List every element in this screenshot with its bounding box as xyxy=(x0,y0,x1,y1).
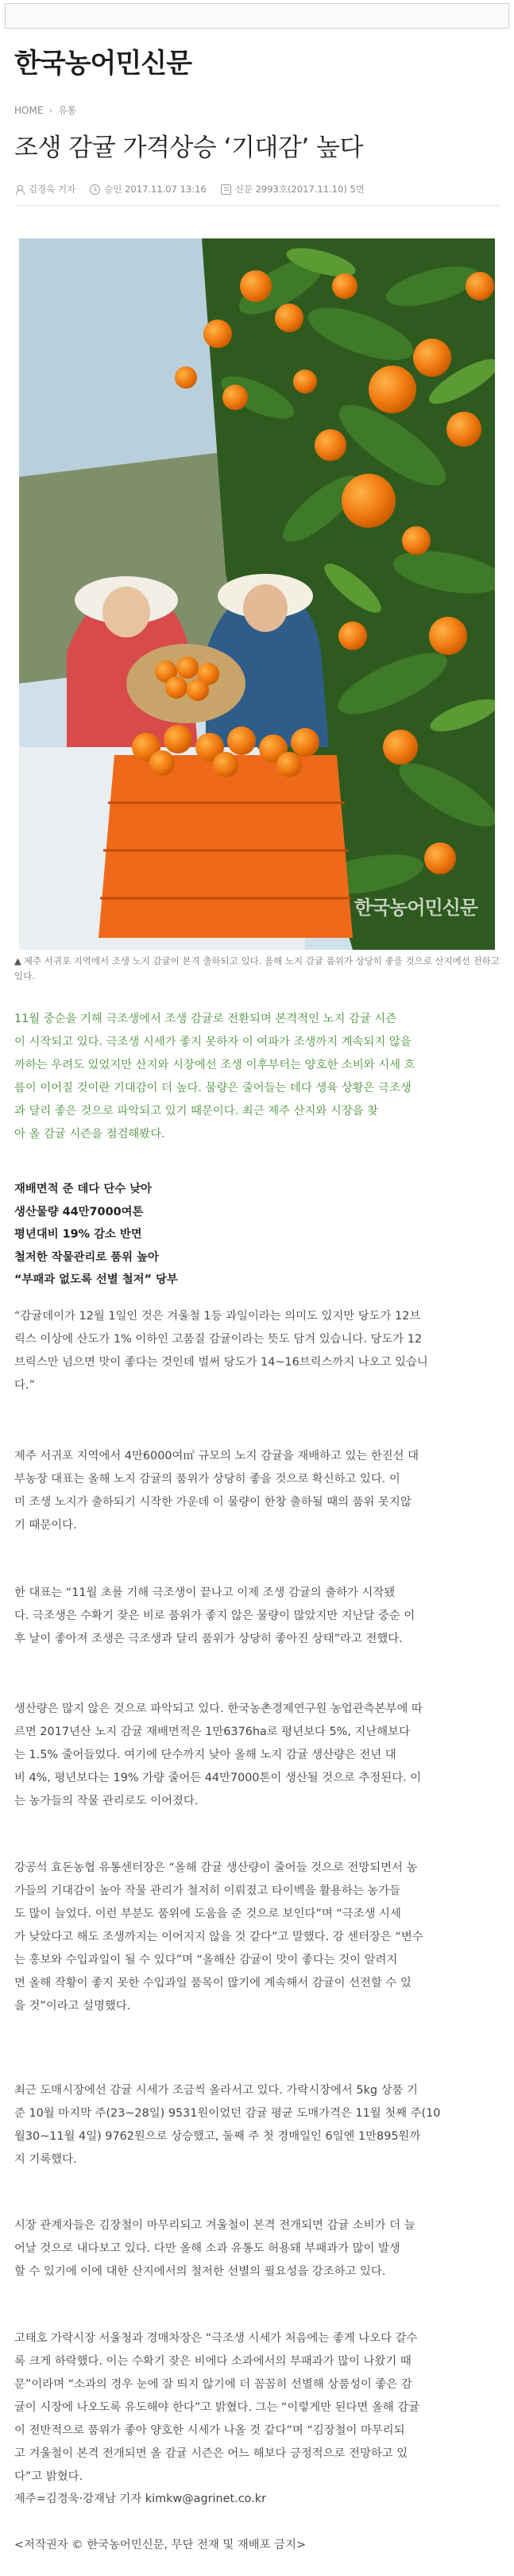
breadcrumb-home[interactable]: HOME xyxy=(14,105,44,116)
paragraph-line: 월30~11월 4일) 9762원으로 상승했고, 둘째 주 첫 경매일인 6일엔 1만895원까 xyxy=(14,2130,421,2143)
meta-divider xyxy=(14,205,500,206)
subhead-line: 재배면적 준 데다 단수 낮아 xyxy=(14,1183,152,1195)
paragraph-line: 준 10월 마지막 주(23~28일) 9531원이었던 감귤 평균 도매가격은 11월 첫째 주(10 xyxy=(14,2107,441,2120)
paragraph-line: 강공석 효돈농협 유통센터장은 “올해 감귤 생산량이 줄어들 것으로 전망되면서 농 xyxy=(14,1861,418,1874)
paragraph-line: 시장 관계자들은 김장철이 마무리되고 겨울철이 본격 전개되면 감귤 소비가 더 늘 xyxy=(14,2219,415,2232)
body-paragraph xyxy=(14,1857,500,2018)
newspaper-icon xyxy=(221,184,231,195)
caption-text: 제주 서귀포 지역에서 조생 노지 감귤이 본격 출하되고 있다. 올해 노지 감귤 품위가 상당히 좋을 것으로 산지에선 전하고 있다. xyxy=(14,955,500,982)
paragraph-line: 제주 서귀포 지역에서 4만6000여㎡ 규모의 노지 감귤을 재배하고 있는 한진선 대 xyxy=(14,1450,419,1462)
photo-watermark: 한국농어민신문 xyxy=(354,897,477,919)
photo-caption xyxy=(14,954,500,984)
paragraph-line: 문”이라며 “소과의 경우 눈에 잘 띄지 않기에 더 꼼꼼히 선별해 상품성이 좋은 감 xyxy=(14,2378,412,2391)
paragraph-line: 록 크게 하락했다. 이는 수확기 잦은 비에다 소과에서의 부패과가 많이 나왔기 때 xyxy=(14,2355,412,2368)
lead-line: 이 시작되고 있다. 극조생 시세가 좋지 못하자 이 여파가 조생까지 계속되지 않을 xyxy=(14,1036,412,1048)
chevron-right-icon: › xyxy=(48,105,53,116)
paragraph-line: 브릭스만 넘으면 맛이 좋다는 것인데 벌써 당도가 14~16브릭스까지 나오고 있습니 xyxy=(14,1356,428,1369)
approved-info xyxy=(90,183,207,196)
body-paragraph xyxy=(14,1305,500,1397)
paragraph-line: 다.” xyxy=(14,1379,35,1392)
person-icon xyxy=(14,184,25,195)
paragraph-line: 최근 도매시장에선 감귤 시세가 조금씩 올라서고 있다. 가락시장에서 5kg 상품 기 xyxy=(14,2084,418,2097)
breadcrumb-section[interactable]: 유통 xyxy=(58,105,77,116)
paragraph-line: 비 4%, 평년보다는 19% 가량 줄어든 44만7000톤이 생산될 것으로 추정된다. 이 xyxy=(14,1772,422,1784)
paragraph-line: 을 것”이라고 설명했다. xyxy=(14,2000,131,2012)
paragraph-line: 면 올해 작황이 좋지 못한 수입과일 품목이 많기에 계속해서 감귤이 선전할 수 있 xyxy=(14,1977,412,1989)
paragraph-line: 다”고 밝혔다. xyxy=(14,2470,83,2483)
article-lead xyxy=(14,1008,500,1146)
lead-line: 아 올 감귤 시즌을 점검해봤다. xyxy=(14,1128,165,1141)
paragraph-line: 고태호 가락시장 서울청과 경매차장은 “극조생 시세가 처음에는 좋게 나오다 갈수 xyxy=(14,2332,418,2345)
paragraph-line: 르면 2017년산 노지 감귤 재배면적은 1만6376ha로 평년보다 5%, 지난해보다 xyxy=(14,1726,410,1738)
lead-line: 과 달리 좋은 것으로 파악되고 있기 때문이다. 최근 제주 산지와 시장을 찾 xyxy=(14,1105,379,1118)
copyright-notice xyxy=(14,2534,500,2557)
body-paragraph xyxy=(14,2214,500,2284)
paragraph-line: “감귤데이가 12월 1일인 것은 겨울철 1등 과일이라는 의미도 있지만 당도가 12브 xyxy=(14,1310,421,1323)
paragraph-line: 부농장 대표는 올해 노지 감귤의 품위가 상당히 좋을 것으로 확신하고 있다. 이 xyxy=(14,1473,400,1486)
article-photo xyxy=(19,238,495,950)
paragraph-line: 후 날이 좋아져 조생은 극조생과 달리 품위가 상당히 좋아진 상태”라고 전했다. xyxy=(14,1633,403,1645)
search-input[interactable] xyxy=(6,4,508,28)
top-search-bar[interactable] xyxy=(5,3,509,29)
author-name: 김경욱 기자 xyxy=(29,184,76,195)
body-paragraph xyxy=(14,2079,500,2171)
breadcrumb xyxy=(14,103,76,117)
article-meta xyxy=(14,183,500,196)
paragraph-line: 미 조생 노지가 출하되기 시작한 가운데 이 물량이 한창 출하될 때의 품위 못지않 xyxy=(14,1496,412,1509)
paragraph-line: <저작권자 © 한국농어민신문, 무단 전재 및 재배포 금지> xyxy=(14,2539,307,2551)
triangle-up-icon: ▲ xyxy=(14,955,21,966)
paragraph-line: 귤이 시장에 나오도록 유도해야 한다”고 밝혔다. 그는 “이렇게만 된다면 올해 감귤 xyxy=(14,2401,420,2414)
issue-number: 신문 2993호(2017.11.10) 5면 xyxy=(234,184,365,195)
clock-icon xyxy=(90,184,100,195)
body-paragraph xyxy=(14,1445,500,1537)
issue-info xyxy=(221,183,365,196)
paragraph-line: 는 1.5% 줄어들었다. 여기에 단수까지 낮아 올해 노지 감귤 생산량은 전년 대 xyxy=(14,1749,396,1761)
paragraph-line: 어날 것으로 내다보고 있다. 다만 올해 소과 유통도 허용돼 부패과가 많이 발생 xyxy=(14,2242,400,2255)
paragraph-line: 지 기록했다. xyxy=(14,2153,77,2166)
paragraph-line: 가 낮았다고 해도 조생까지는 이어지지 않을 것 같다”고 말했다. 강 센터장은 “변수 xyxy=(14,1931,423,1943)
paragraph-line: 도 많이 늘었다. 이런 부분도 품위에 도움을 준 것으로 보인다”며 “극조생 시세 xyxy=(14,1908,401,1920)
body-paragraph xyxy=(14,1582,500,1651)
paragraph-line: 이 전반적으로 품위가 좋아 양호한 시세가 나올 것 같다”며 “김장철이 마무리되 xyxy=(14,2424,405,2437)
paragraph-line: 생산량은 많지 않은 것으로 파악되고 있다. 한국농촌경제연구원 농업관측본부에 따 xyxy=(14,1702,423,1715)
article-subheads xyxy=(14,1178,500,1292)
subhead-line: 철저한 작물관리로 품위 높아 xyxy=(14,1250,159,1264)
approved-date: 승인 2017.11.07 13:16 xyxy=(104,184,207,195)
paragraph-line: 제주=김경욱·강재남 기자 kimkw@agrinet.co.kr xyxy=(14,2493,266,2505)
paragraph-line: 가들의 기대감이 높아 작물 관리가 철저히 이뤄졌고 타이벡을 활용하는 농가들 xyxy=(14,1885,401,1897)
site-logo[interactable]: 한국농어민신문 xyxy=(14,48,191,79)
paragraph-line: 할 수 있기에 이에 대한 산지에서의 철저한 선별의 필요성을 강조하고 있다. xyxy=(14,2265,386,2278)
author-info xyxy=(14,183,75,196)
subhead-line: “부패과 없도록 선별 철저” 당부 xyxy=(14,1273,178,1286)
lead-line: 11월 중순을 기해 극조생에서 조생 감귤로 전환되며 본격적인 노지 감귤 시즌 xyxy=(14,1013,397,1025)
body-paragraph xyxy=(14,1698,500,1813)
body-paragraph xyxy=(14,2327,500,2489)
lead-line: 까하는 우려도 있었지만 산지와 시장에선 조생 이후부터는 양호한 소비와 시세 흐 xyxy=(14,1059,415,1071)
byline xyxy=(14,2488,500,2511)
paragraph-line: 릭스 이상에 산도가 1% 이하인 고품질 감귤이라는 뜻도 담겨 있습니다. 당도가 12 xyxy=(14,1333,423,1346)
paragraph-line: 한 대표는 “11월 초를 기해 극조생이 끝나고 이제 조생 감귤의 출하가 시작됐 xyxy=(14,1586,396,1599)
article-headline: 조생 감귤 가격상승 ‘기대감’ 높다 xyxy=(14,134,363,162)
paragraph-line: 는 홍보와 수입과일이 될 수 있다”며 “올해산 감귤이 맛이 좋다는 것이 알려지 xyxy=(14,1954,398,1966)
paragraph-line: 기 때문이다. xyxy=(14,1519,77,1532)
lead-line: 름이 이어질 것이란 기대감이 더 높다. 물량은 줄어들는 데다 생육 상황은 극조생 xyxy=(14,1082,412,1094)
paragraph-line: 다. 극조생은 수확기 잦은 비로 품위가 좋지 않은 물량이 많았지만 지난달 중순 이 xyxy=(14,1610,415,1622)
subhead-line: 평년대비 19% 감소 반면 xyxy=(14,1228,142,1241)
subhead-line: 생산물량 44만7000여톤 xyxy=(14,1205,144,1218)
paragraph-line: 고 겨울철이 본격 전개되면 올 감귤 시즌은 어느 해보다 긍정적으로 전망하고 있 xyxy=(14,2447,408,2460)
paragraph-line: 는 농가들의 작물 관리로도 이어졌다. xyxy=(14,1795,199,1807)
